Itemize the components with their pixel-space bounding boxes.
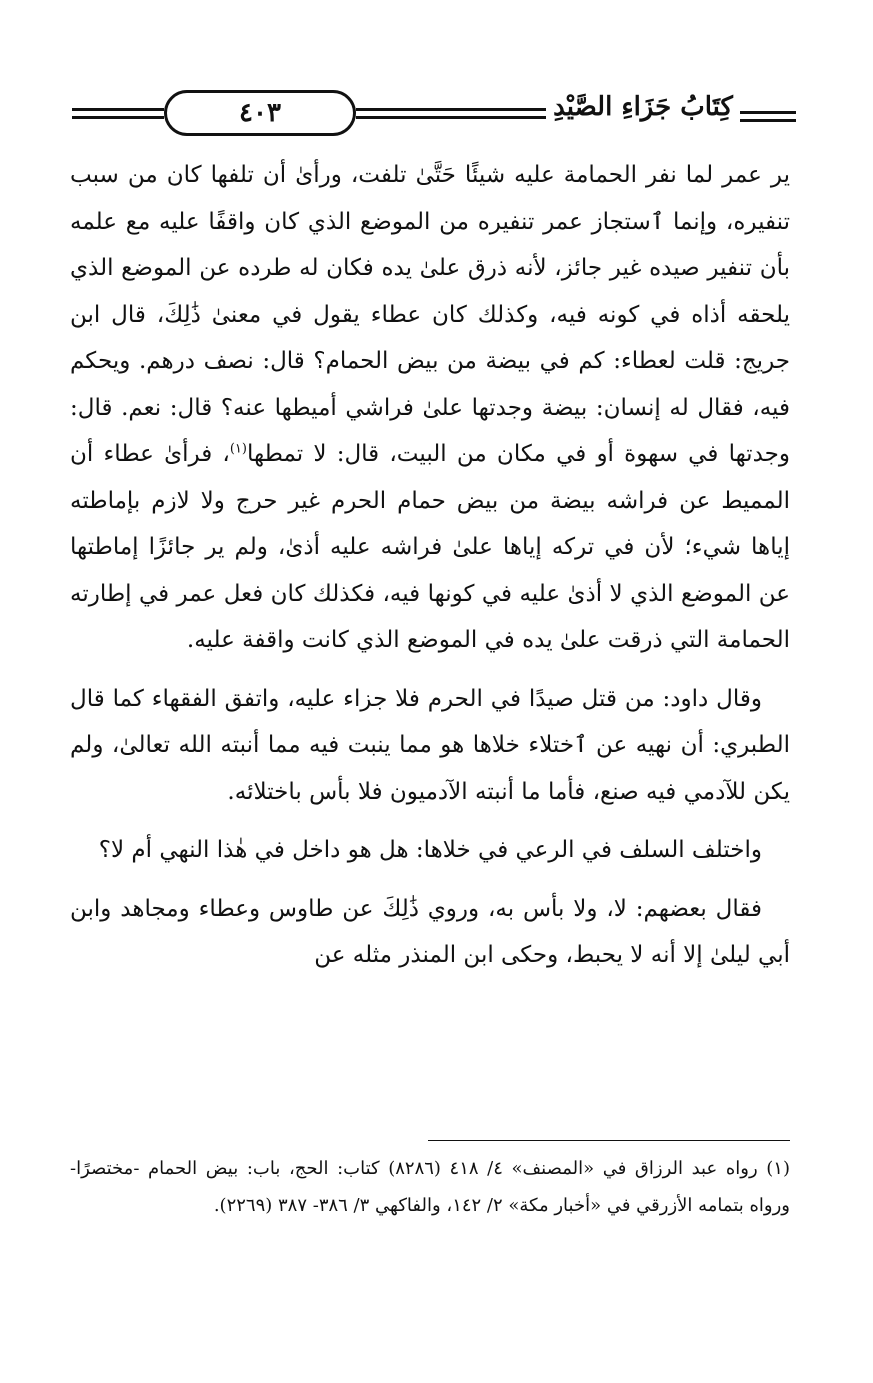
header-rule xyxy=(356,108,546,111)
paragraph-text: ير عمر لما نفر الحمامة عليه شيئًا حَتَّىٰ تلفت، ورأىٰ أن تلفها كان من سبب تنفيره، وإنما ٱستجاز عمر تنفيره من الموضع الذي كان واقفًا عليه مع علمه بأن تنفير صيده غير جائز، لأنه ذرق علىٰ يده فكان له طرده عن الموضع الذي يلحقه أذاه في كونه فيه، وكذلك كان عطاء يقول في معنىٰ ذَٰلِكَ، قال ابن جريج: قلت لعطاء: كم في بيضة من بيض الحمام؟ قال: نصف درهم. ويحكم فيه، فقال له إنسان: بيضة وجدتها علىٰ فراشي أميطها عنه؟ قال: نعم. قال: وجدتها في سهوة أو في مكان من البيت، قال: لا تمطها xyxy=(70,162,790,467)
header-rule xyxy=(740,111,796,114)
page-number: ٤٠٣ xyxy=(164,90,356,136)
header-rule xyxy=(72,116,164,119)
footnote-separator xyxy=(428,1140,790,1141)
paragraph: فقال بعضهم: لا، ولا بأس به، وروي ذَٰلِكَ عن طاوس وعطاء ومجاهد وابن أبي ليلىٰ إلا أنه لا يحبط، وحكى ابن المنذر مثله عن xyxy=(70,895,790,968)
footnote: (١) رواه عبد الرزاق في «المصنف» ٤/ ٤١٨ (٨٢٨٦) كتاب: الحج، باب: بيض الحمام -مختصرًا- ورواه بتمامه الأزرقي في «أخبار مكة» ٢/ ١٤٢، والفاكهي ٣/ ٣٨٦- ٣٨٧ (٢٢٦٩). xyxy=(70,1158,790,1216)
header-rule xyxy=(72,108,164,111)
paragraph-text: ، فرأىٰ عطاء أن المميط عن فراشه بيضة من بيض حمام الحرم غير حرج ولا لازم بإماطته إياها شيء؛ لأن في تركه إياها علىٰ فراشه عليه أذىٰ، ولم ير جائزًا إماطتها عن الموضع الذي لا أذىٰ عليه في كونها فيه، فكذلك كان فعل عمر في إطارته الحمامة التي ذرقت علىٰ يده في الموضع الذي كانت واقفة عليه. xyxy=(70,441,790,653)
body-text xyxy=(70,152,790,979)
footnote-marker: (١) xyxy=(229,441,247,457)
footnotes xyxy=(70,1150,790,1224)
paragraph xyxy=(70,152,790,664)
header-rule xyxy=(356,116,546,119)
running-title: كِتَابُ جَزَاءِ الصَّيْدِ xyxy=(553,92,733,122)
paragraph: وقال داود: من قتل صيدًا في الحرم فلا جزاء عليه، واتفق الفقهاء كما قال الطبري: أن نهيه عن ٱختلاء خلاها هو مما ينبت فيه مما أنبته الله تعالىٰ، ولم يكن للآدمي فيه صنع، فأما ما أنبته الآدميون فلا بأس باختلائه. xyxy=(70,685,790,805)
paragraph: واختلف السلف في الرعي في خلاها: هل هو داخل في هٰذا النهي أم لا؟ xyxy=(98,837,762,863)
page-header xyxy=(60,86,800,146)
header-rule xyxy=(740,119,796,122)
